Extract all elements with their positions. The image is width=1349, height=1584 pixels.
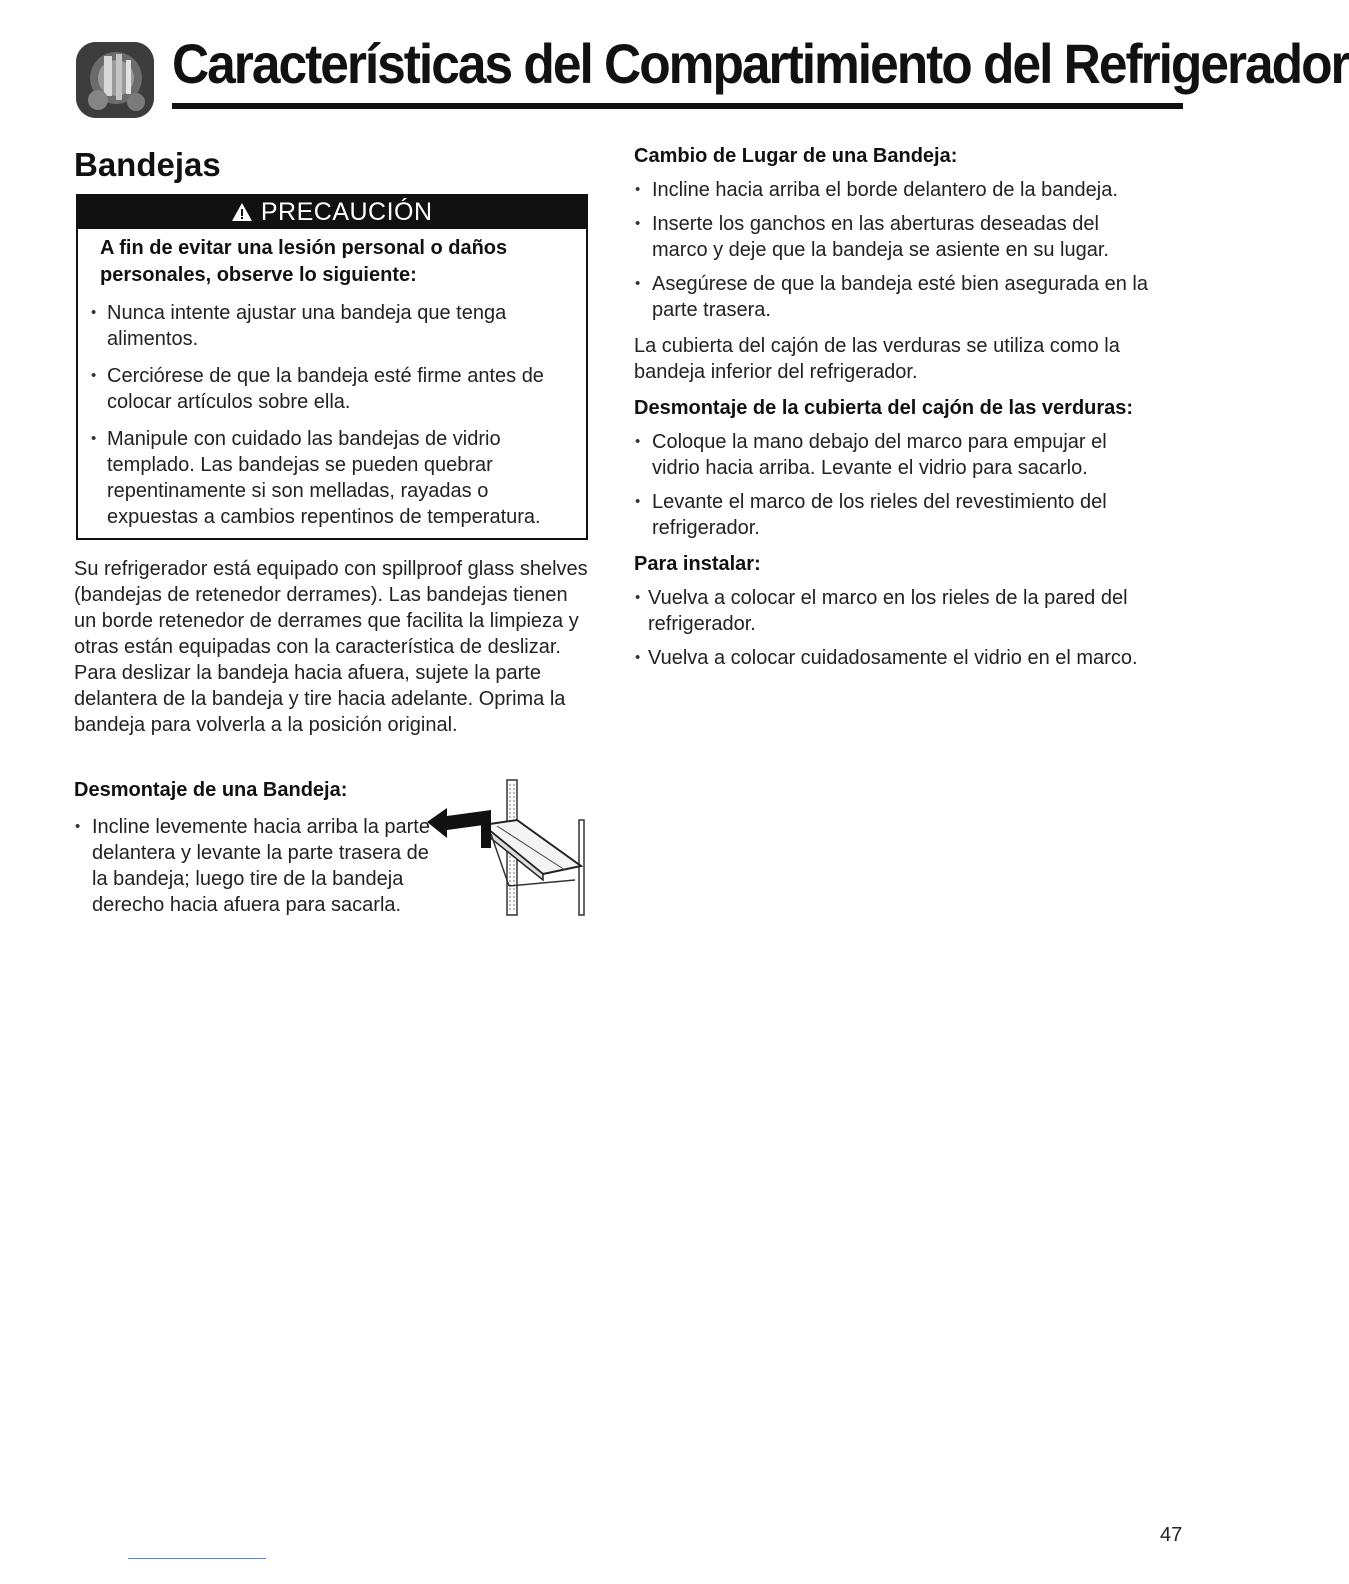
title-underline [172, 103, 1183, 109]
caution-header [78, 196, 586, 229]
list-item: • Incline levemente hacia arriba la parte delantera y levante la parte trasera de la bandeja; luego tire de la bandeja derecho hacia afuera para sacarla. [62, 814, 442, 918]
caution-box [76, 194, 588, 540]
crisper-note: La cubierta del cajón de las verduras se utiliza como la bandeja inferior del refrigerador. [634, 335, 1120, 383]
caution-lead: A fin de evitar una lesión personal o daños personales, observe lo siguiente: [100, 237, 508, 286]
removal-heading: Desmontaje de una Bandeja: [74, 779, 348, 801]
list-item: • Levante el marco de los rieles del revestimiento del refrigerador. [622, 489, 1154, 541]
page-title: Características del Compartimiento del Refrigerador [172, 32, 1349, 95]
shelf-removal-illustration [425, 780, 590, 920]
intro-paragraph: Su refrigerador está equipado con spillproof glass shelves (bandejas de retenedor derrames). Las bandejas tienen un borde retenedor de derrames que facilita la limpieza y otras están equipadas con la característica de deslizar. Para deslizar la bandeja hacia afuera, sujete la parte delantera de la bandeja y tire hacia adelante. Oprima la bandeja para volverla a la posición original. [74, 558, 588, 736]
refrigerator-compartment-icon [76, 42, 154, 118]
caution-label: PRECAUCIÓN [260, 198, 433, 226]
install-heading: Para instalar: [634, 553, 761, 575]
list-item: • Nunca intente ajustar una bandeja que tenga alimentos. [78, 300, 572, 352]
list-item: • Coloque la mano debajo del marco para empujar el vidrio hacia arriba. Levante el vidrio para sacarlo. [622, 429, 1154, 481]
crisper-removal-heading: Desmontaje de la cubierta del cajón de las verduras: [634, 397, 1134, 419]
list-item: • Asegúrese de que la bandeja esté bien asegurada en la parte trasera. [622, 271, 1154, 323]
list-item: • Vuelva a colocar el marco en los rieles de la pared del refrigerador. [622, 585, 1154, 637]
section-title: Bandejas [74, 146, 221, 183]
page-number: 47 [1160, 1524, 1183, 1546]
right-column [634, 143, 1154, 671]
caution-list [78, 300, 572, 530]
list-item: • Cerciórese de que la bandeja esté firme antes de colocar artículos sobre ella. [78, 363, 572, 415]
footer-divider [128, 1558, 266, 1559]
crisper-removal-list [622, 429, 1154, 541]
list-item: • Incline hacia arriba el borde delantero de la bandeja. [622, 177, 1154, 203]
list-item: • Inserte los ganchos en las aberturas deseadas del marco y deje que la bandeja se asiente en su lugar. [622, 211, 1154, 263]
removal-list [62, 803, 442, 918]
relocate-heading: Cambio de Lugar de una Bandeja: [634, 145, 958, 167]
relocate-list [622, 177, 1154, 323]
install-list [622, 585, 1154, 671]
list-item: • Manipule con cuidado las bandejas de vidrio templado. Las bandejas se pueden quebrar repentinamente si son melladas, rayadas o expuestas a cambios repentinos de temperatura. [78, 426, 572, 530]
list-item: • Vuelva a colocar cuidadosamente el vidrio en el marco. [622, 645, 1154, 671]
warning-triangle-icon [231, 198, 260, 226]
